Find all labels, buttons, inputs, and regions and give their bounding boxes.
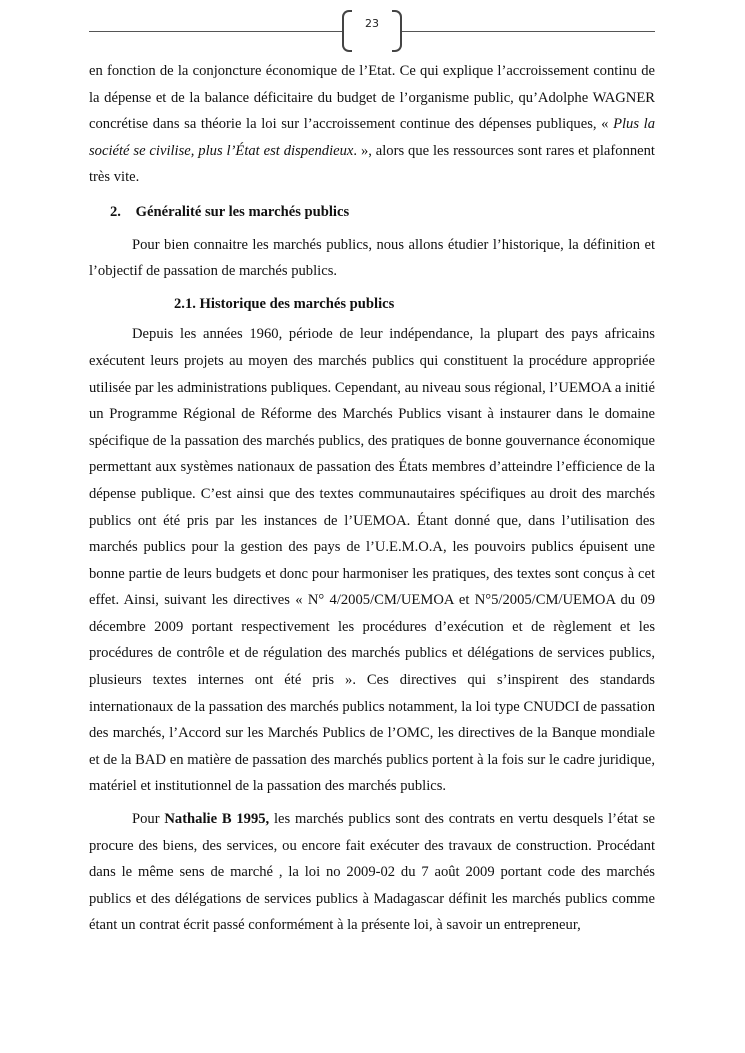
definition-paragraph [89,806,655,939]
history-paragraph: Depuis les années 1960, période de leur indépendance, la plupart des pays africains exécutent leurs projets au moyen des marchés publics qui constituent la procédure appropriée utilisée par les administrations publiques. Cependant, au niveau sous régional, l’UEMOA a initié un Programme Régional de Réforme des Marchés Publics visant à instaurer dans le domaine spécifique de la passation des marchés publics, des pratiques de bonne gouvernance économique permettant aux systèmes nationaux de passation des États membres d’atteindre l’efficience de la dépense publique. C’est ainsi que des textes communautaires spécifiques au droit des marchés publics ont été pris par les instances de l’UEMOA. Étant donné que, dans l’utilisation des marchés publics pour la gestion des pays de l’U.E.M.O.A, les pouvoirs publics épuisent une bonne partie de leurs budgets et donc pour harmoniser les pratiques, des textes sont conçus à cet effet. Ainsi, suivant les directives « N° 4/2005/CM/UEMOA et N°5/2005/CM/UEMOA du 09 décembre 2009 portant respectivement les procédures d’exécution et de règlement et les procédures de contrôle et de régulation des marchés publics et délégations de services publics, plusieurs textes internes ont été pris ». Ces directives qui s’inspirent des standards internationaux de la passation des marchés publics notamment, la loi type CNUDCI de passation des marchés, l’Accord sur les Marchés Publics de l’OMC, les directives de la Banque mondiale et de la BAD en matière de passation des marchés publics portent à la fois sur le cadre juridique, matériel et institutionnel de la passation des marchés publics. [89,326,655,795]
section-intro-paragraph: Pour bien connaitre les marchés publics, nous allons étudier l’historique, la définition et l’objectif de passation de marchés publics. [89,236,655,280]
author-citation: Nathalie B 1995, [164,811,270,828]
section-title: Généralité sur les marchés publics [135,203,350,220]
page-body [89,58,655,939]
wagner-quote: Plus la société se civilise, plus l’État est dispendieux [89,116,655,159]
paragraph-text: Pour [132,811,165,828]
paragraph-text: en fonction de la conjoncture économique de l’Etat. Ce qui explique l’accroissement continu de la dépense et de la balance déficitaire du budget de l’organisme public, qu’Adolphe WAGNER concrétise dans sa théorie la loi sur l’accroissement continue des dépenses publiques, « [89,63,655,133]
page-number: 23 [365,17,379,30]
section-heading-2 [89,199,655,226]
paragraph-text: les marchés publics sont des contrats en vertu desquels l’état se procure des biens, des services, ou encore fait exécuter des travaux de construction. Procédant dans le même sens de marché , la loi no 2009-02 du 7 août 2009 portant code des marchés publics et des délégations de services publics à Madagascar définit les marchés publics comme étant un contrat écrit passé conformément à la présente loi, à savoir un entrepreneur, [89,811,655,934]
page-header [89,8,655,54]
section-number: 2. [110,203,121,220]
page-number-bracket-right [392,10,402,52]
paragraph-wagner [89,58,655,191]
header-rule-left [89,31,342,32]
subsection-heading-2-1: 2.1. Historique des marchés publics [174,295,395,312]
paragraph-text: . », alors que les ressources sont rares et plafonnent très vite. [89,142,655,186]
header-rule-right [402,31,655,32]
